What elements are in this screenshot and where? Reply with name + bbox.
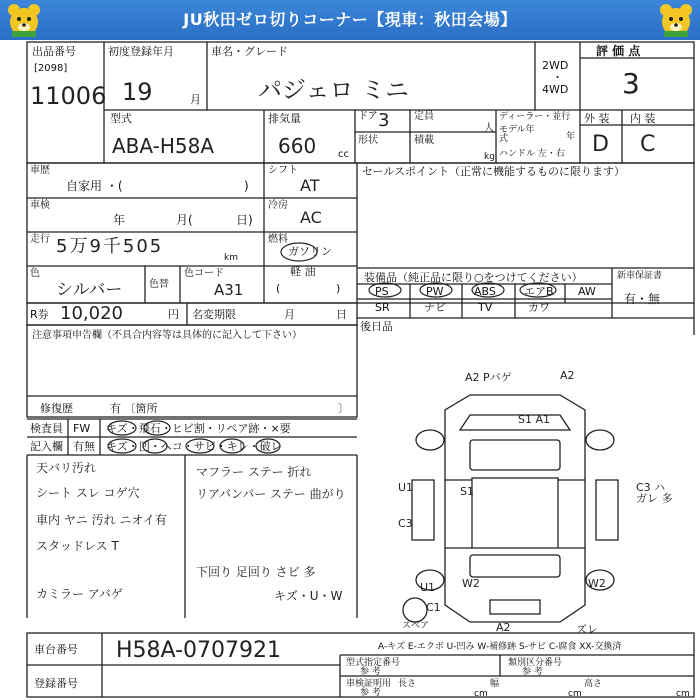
fuel-paren-close: ) [336,282,341,295]
equipment-abs: ABS [474,285,496,298]
fuel-gas: ガソリン [288,245,332,258]
warranty-label: 新車保証書 [617,271,663,281]
vehicle-diagram [403,395,618,622]
legend: A-キズ E-エクボ U-凹み W-補修跡 S-サビ C-腐食 XX-交換済 [378,642,622,652]
equipment-sr: SR [375,301,390,314]
cc-label: cc [338,149,349,160]
first-reg-year: 19 [122,78,153,106]
doors-label: ドア [358,111,378,122]
remark-left: シート スレ コゲ穴 [36,486,140,500]
shift-label: シフト [268,165,298,176]
recycle-label: R券 [30,308,49,321]
km-label: km [224,253,238,263]
load-label: 積載 [414,135,434,146]
length-label: 長さ [398,679,417,689]
diagram-label: A2 Pバゲ [465,371,512,384]
handle-label: ハンドル 左・右 [499,149,565,159]
notes-label: 注意事項申告欄（不具合内容等は具体的に記入して下さい） [32,330,302,341]
inspection-label: 車検 [30,200,50,211]
history-close: ) [244,179,249,193]
color-label: 色 [30,268,40,279]
cm-label: cm [568,689,582,699]
diagram-label: U1 [398,481,414,494]
fuel-label: 燃料 [268,234,288,245]
drive-2wd: 2WD [542,59,569,72]
diagram-label: U1 [420,581,436,594]
diagram-label: S1 A1 [518,413,551,426]
register-label: 登録番号 [34,677,78,690]
model-value: ABA-H58A [112,134,215,158]
fuel-paren-open: ( [276,282,281,295]
car-name: パジェロ ミニ [258,76,410,104]
capacity-label: 定員 [414,111,434,122]
color-code-label: 色コード [184,268,224,279]
warranty-value: 有・無 [624,292,661,306]
diagram-label: S1 [460,485,474,498]
remark-right: キズ・U・W [274,589,343,603]
equipment-ps: PS [375,285,389,298]
diagram-label: W2 [462,577,480,590]
exterior-value: D [592,132,609,157]
fw-label: FW [73,422,91,435]
chassis-value: H58A-0707921 [116,638,282,663]
diagram-label: スペア [402,621,430,631]
reg-day: 日 [336,308,347,321]
rating-label: 評 価 点 [596,44,641,58]
reference-label: 参 考 [360,688,381,698]
mileage-value: 5万9千505 [56,236,164,257]
width-label: 幅 [490,679,500,689]
repair-value: 有 〔箇所 [110,402,158,415]
kg-label: kg [484,152,495,162]
remark-right: リアバンパー ステー 曲がり [196,487,346,501]
exhibit-no: 11006 [30,82,107,110]
chassis-label: 車台番号 [34,643,78,656]
remark-right: 下回り 足回り さビ 多 [196,565,316,579]
cert-label: 車検証明用 [346,679,392,689]
registration-limit-label: 名変期限 [192,308,236,321]
interior-label: 内 装 [630,112,656,125]
existing-label: 有無 [73,440,95,453]
displacement-value: 660 [278,134,317,158]
equipment-airbag: エアB [524,285,554,298]
equipment-label: 装備品（純正品に限り○をつけてください） [364,271,583,284]
yen-label: 円 [168,308,179,321]
interior-value: C [640,132,656,157]
inspection-day: 日) [236,213,253,227]
diagram-label: C1 [426,601,441,614]
shape-label: 形状 [358,135,378,146]
diagram-label: ズレ [576,623,598,636]
car-name-label: 車名・グレード [211,45,288,58]
doors-value: 3 [378,110,390,131]
drive-4wd: 4WD [542,83,569,96]
mileage-label: 走行 [30,234,50,245]
equipment-leather: カワ [528,301,550,314]
diagram-label: C3 ハガレ 多 [636,481,673,505]
rating-value: 3 [622,67,640,100]
history-label: 車歴 [30,165,50,176]
exhibit-sub: [2098] [34,63,68,74]
shift-value: AT [300,176,320,195]
displacement-label: 排気量 [268,112,301,125]
history-value: 自家用 ・( [66,179,123,193]
cm-label: cm [474,689,488,699]
drive-dot: ・ [552,71,563,84]
ac-value: AC [300,208,322,227]
remark-left: 車内 ヤニ 汚れ ニオイ有 [36,513,167,527]
record-label: 記入欄 [30,440,63,453]
inspection-year: 年 [113,213,126,227]
first-reg-label: 初度登録年月 [108,45,174,58]
diagram-label: W2 [588,577,606,590]
exterior-label: 外 装 [584,112,610,125]
person-label: 人 [484,123,494,134]
inspector-label: 検査員 [30,422,63,435]
checklist-row2: キズ・凹・ヘコ・サビ・キレ・破レ [106,440,282,453]
ac-label: 冷房 [268,200,288,211]
exhibit-no-label: 出品番号 [32,45,76,58]
model-year-label: モデル年式 [499,125,535,144]
color-code-value: A31 [214,281,244,299]
repair-label: 修復歴 [40,402,73,415]
checklist-row1: キズ・飛石・ヒビ割・リペア跡・×要 [106,422,291,435]
remark-left: スタッドレス T [36,539,119,553]
reference-label: 参 考 [522,667,543,677]
recycle-value: 10,020 [60,303,123,324]
diagram-label: C3 [398,517,413,530]
reg-month: 月 [284,308,295,321]
diagram-label: A2 [560,369,575,382]
color-value: シルバー [56,280,123,300]
dealer-label: ディーラー・並行 [499,112,571,122]
post-date-label: 後日品 [360,320,393,333]
cm-label: cm [676,689,690,699]
category-label: 類別区分番号 [508,658,563,668]
height-label: 高さ [584,679,603,689]
model-designation-label: 型式指定番号 [346,658,401,668]
equipment-tv: TV [478,301,493,314]
remark-right: マフラー ステー 折れ [196,465,312,479]
color-replace-label: 色替 [149,279,169,290]
remark-left: カミラー アバゲ [36,587,123,601]
reference-label: 参 考 [360,667,381,677]
equipment-pw: PW [426,285,444,298]
month-label: 月 [190,93,201,106]
diagram-label: A2 [496,621,511,634]
inspection-month: 月( [176,213,193,227]
model-label: 型式 [110,112,132,125]
year-label: 年 [566,132,576,142]
fuel-light: 軽 油 [290,265,316,278]
repair-close: 〕 [338,402,349,415]
remark-left: 天バリ汚れ [36,461,97,475]
header-title: JU秋田ゼロ切りコーナー【現車：秋田会場】 [183,10,517,29]
equipment-navi: ナビ [424,301,446,314]
sales-point-label: セールスポイント（正常に機能するものに限ります） [362,165,626,178]
equipment-aw: AW [578,285,596,298]
